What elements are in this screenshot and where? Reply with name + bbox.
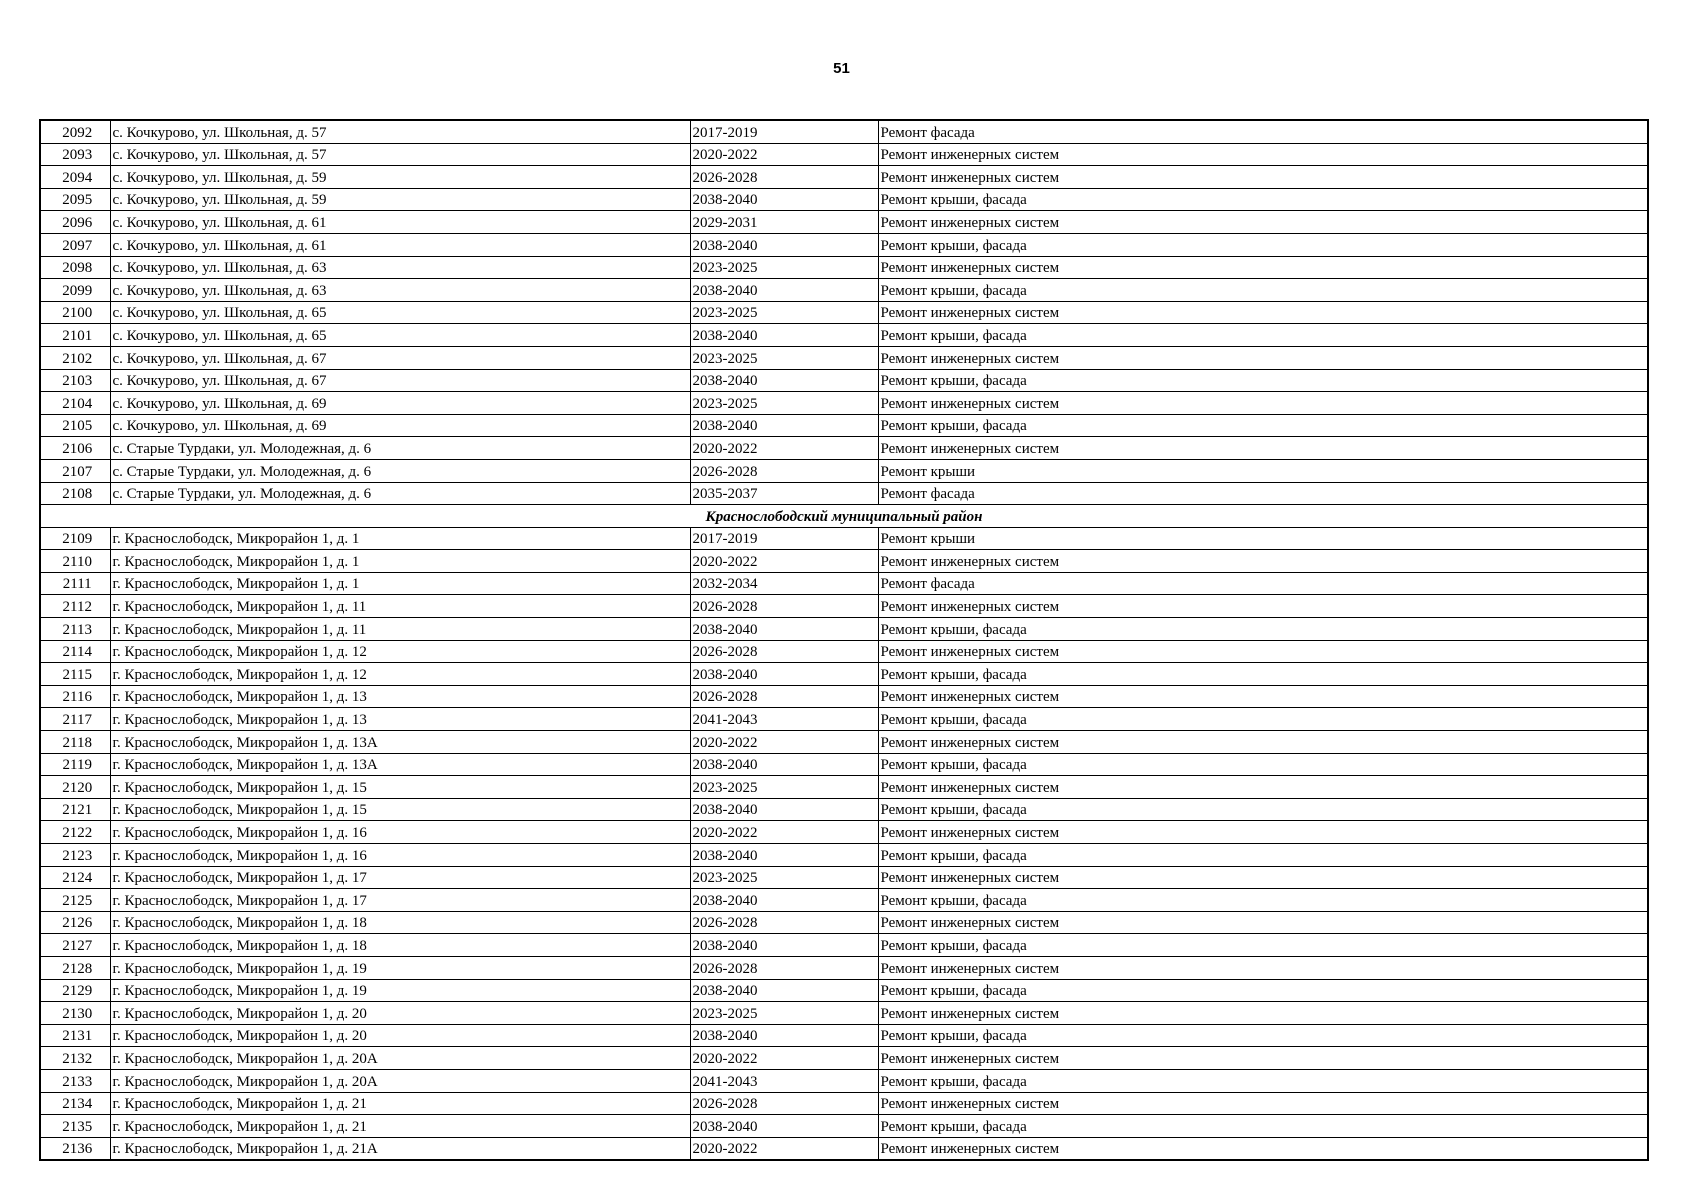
period-cell: 2017-2019 (690, 527, 878, 550)
row-number-cell: 2114 (40, 640, 110, 663)
work-type-cell: Ремонт крыши, фасада (878, 1115, 1648, 1138)
work-type-cell: Ремонт крыши, фасада (878, 618, 1648, 641)
table-row (40, 956, 1648, 979)
row-number-cell: 2136 (40, 1137, 110, 1160)
period-cell: 2020-2022 (690, 550, 878, 573)
row-number-cell: 2110 (40, 550, 110, 573)
work-type-cell: Ремонт крыши, фасада (878, 414, 1648, 437)
row-number-cell: 2121 (40, 798, 110, 821)
period-cell: 2023-2025 (690, 776, 878, 799)
row-number-cell: 2097 (40, 233, 110, 256)
period-cell: 2026-2028 (690, 640, 878, 663)
address-cell: г. Краснослободск, Микрорайон 1, д. 20 (110, 1002, 690, 1025)
work-type-cell: Ремонт крыши, фасада (878, 753, 1648, 776)
period-cell: 2041-2043 (690, 708, 878, 731)
row-number-cell: 2103 (40, 369, 110, 392)
address-cell: г. Краснослободск, Микрорайон 1, д. 13А (110, 753, 690, 776)
table-row (40, 1137, 1648, 1160)
address-cell: с. Кочкурово, ул. Школьная, д. 65 (110, 301, 690, 324)
row-number-cell: 2109 (40, 527, 110, 550)
table-row (40, 844, 1648, 867)
row-number-cell: 2098 (40, 256, 110, 279)
row-number-cell: 2108 (40, 482, 110, 505)
address-cell: г. Краснослободск, Микрорайон 1, д. 12 (110, 640, 690, 663)
row-number-cell: 2120 (40, 776, 110, 799)
period-cell: 2023-2025 (690, 301, 878, 324)
row-number-cell: 2132 (40, 1047, 110, 1070)
address-cell: с. Кочкурово, ул. Школьная, д. 67 (110, 369, 690, 392)
row-number-cell: 2123 (40, 844, 110, 867)
row-number-cell: 2122 (40, 821, 110, 844)
period-cell: 2038-2040 (690, 663, 878, 686)
address-cell: с. Кочкурово, ул. Школьная, д. 69 (110, 414, 690, 437)
row-number-cell: 2117 (40, 708, 110, 731)
table-row (40, 866, 1648, 889)
address-cell: г. Краснослободск, Микрорайон 1, д. 21 (110, 1092, 690, 1115)
work-type-cell: Ремонт инженерных систем (878, 640, 1648, 663)
period-cell: 2038-2040 (690, 618, 878, 641)
table-row (40, 979, 1648, 1002)
table-row (40, 618, 1648, 641)
table-row (40, 1092, 1648, 1115)
work-type-cell: Ремонт инженерных систем (878, 685, 1648, 708)
work-type-cell: Ремонт инженерных систем (878, 550, 1648, 573)
period-cell: 2038-2040 (690, 188, 878, 211)
row-number-cell: 2100 (40, 301, 110, 324)
table-row (40, 1047, 1648, 1070)
table-row (40, 459, 1648, 482)
work-type-cell: Ремонт крыши, фасада (878, 934, 1648, 957)
address-cell: г. Краснослободск, Микрорайон 1, д. 18 (110, 911, 690, 934)
row-number-cell: 2115 (40, 663, 110, 686)
table-row (40, 1002, 1648, 1025)
period-cell: 2035-2037 (690, 482, 878, 505)
address-cell: с. Кочкурово, ул. Школьная, д. 57 (110, 120, 690, 143)
work-type-cell: Ремонт крыши, фасада (878, 279, 1648, 302)
address-cell: с. Кочкурово, ул. Школьная, д. 67 (110, 346, 690, 369)
address-cell: с. Кочкурово, ул. Школьная, д. 63 (110, 256, 690, 279)
work-type-cell: Ремонт инженерных систем (878, 911, 1648, 934)
work-type-cell: Ремонт инженерных систем (878, 166, 1648, 189)
table-row (40, 143, 1648, 166)
work-type-cell: Ремонт инженерных систем (878, 301, 1648, 324)
address-cell: г. Краснослободск, Микрорайон 1, д. 11 (110, 595, 690, 618)
address-cell: г. Краснослободск, Микрорайон 1, д. 16 (110, 821, 690, 844)
work-type-cell: Ремонт инженерных систем (878, 437, 1648, 460)
table-row (40, 663, 1648, 686)
table-row (40, 550, 1648, 573)
work-type-cell: Ремонт инженерных систем (878, 143, 1648, 166)
period-cell: 2029-2031 (690, 211, 878, 234)
address-cell: г. Краснослободск, Микрорайон 1, д. 18 (110, 934, 690, 957)
table-row (40, 527, 1648, 550)
period-cell: 2041-2043 (690, 1069, 878, 1092)
period-cell: 2038-2040 (690, 844, 878, 867)
period-cell: 2038-2040 (690, 934, 878, 957)
period-cell: 2038-2040 (690, 414, 878, 437)
address-cell: г. Краснослободск, Микрорайон 1, д. 20А (110, 1047, 690, 1070)
address-cell: с. Кочкурово, ул. Школьная, д. 59 (110, 166, 690, 189)
work-type-cell: Ремонт инженерных систем (878, 821, 1648, 844)
work-type-cell: Ремонт инженерных систем (878, 1092, 1648, 1115)
period-cell: 2020-2022 (690, 731, 878, 754)
row-number-cell: 2125 (40, 889, 110, 912)
table-row (40, 482, 1648, 505)
work-type-cell: Ремонт инженерных систем (878, 346, 1648, 369)
period-cell: 2026-2028 (690, 166, 878, 189)
row-number-cell: 2128 (40, 956, 110, 979)
address-cell: г. Краснослободск, Микрорайон 1, д. 17 (110, 866, 690, 889)
table-row (40, 437, 1648, 460)
period-cell: 2038-2040 (690, 1024, 878, 1047)
address-cell: с. Старые Турдаки, ул. Молодежная, д. 6 (110, 437, 690, 460)
period-cell: 2038-2040 (690, 889, 878, 912)
table-row (40, 324, 1648, 347)
table-row (40, 731, 1648, 754)
address-cell: с. Кочкурово, ул. Школьная, д. 59 (110, 188, 690, 211)
period-cell: 2020-2022 (690, 1047, 878, 1070)
address-cell: г. Краснослободск, Микрорайон 1, д. 1 (110, 550, 690, 573)
row-number-cell: 2096 (40, 211, 110, 234)
row-number-cell: 2134 (40, 1092, 110, 1115)
work-type-cell: Ремонт инженерных систем (878, 1002, 1648, 1025)
table-row (40, 1069, 1648, 1092)
row-number-cell: 2093 (40, 143, 110, 166)
address-cell: г. Краснослободск, Микрорайон 1, д. 12 (110, 663, 690, 686)
table-body (40, 120, 1648, 1160)
row-number-cell: 2102 (40, 346, 110, 369)
work-type-cell: Ремонт крыши, фасада (878, 324, 1648, 347)
table-row (40, 640, 1648, 663)
address-cell: г. Краснослободск, Микрорайон 1, д. 19 (110, 956, 690, 979)
address-cell: г. Краснослободск, Микрорайон 1, д. 21А (110, 1137, 690, 1160)
period-cell: 2038-2040 (690, 324, 878, 347)
period-cell: 2023-2025 (690, 256, 878, 279)
row-number-cell: 2105 (40, 414, 110, 437)
table-row (40, 166, 1648, 189)
table-row (40, 1024, 1648, 1047)
row-number-cell: 2113 (40, 618, 110, 641)
address-cell: с. Старые Турдаки, ул. Молодежная, д. 6 (110, 482, 690, 505)
row-number-cell: 2099 (40, 279, 110, 302)
address-cell: г. Краснослободск, Микрорайон 1, д. 19 (110, 979, 690, 1002)
row-number-cell: 2133 (40, 1069, 110, 1092)
period-cell: 2017-2019 (690, 120, 878, 143)
table-row (40, 120, 1648, 143)
period-cell: 2038-2040 (690, 1115, 878, 1138)
row-number-cell: 2107 (40, 459, 110, 482)
address-cell: г. Краснослободск, Микрорайон 1, д. 13А (110, 731, 690, 754)
table-row (40, 911, 1648, 934)
period-cell: 2023-2025 (690, 1002, 878, 1025)
work-type-cell: Ремонт инженерных систем (878, 211, 1648, 234)
section-title: Краснослободский муниципальный район (40, 505, 1648, 528)
work-type-cell: Ремонт инженерных систем (878, 776, 1648, 799)
work-type-cell: Ремонт крыши, фасада (878, 979, 1648, 1002)
period-cell: 2038-2040 (690, 798, 878, 821)
work-type-cell: Ремонт инженерных систем (878, 1047, 1648, 1070)
row-number-cell: 2092 (40, 120, 110, 143)
address-cell: с. Кочкурово, ул. Школьная, д. 61 (110, 233, 690, 256)
work-type-cell: Ремонт инженерных систем (878, 392, 1648, 415)
table-row (40, 211, 1648, 234)
row-number-cell: 2130 (40, 1002, 110, 1025)
row-number-cell: 2106 (40, 437, 110, 460)
table-row (40, 708, 1648, 731)
section-header-row (40, 505, 1648, 528)
period-cell: 2020-2022 (690, 1137, 878, 1160)
table-row (40, 934, 1648, 957)
period-cell: 2023-2025 (690, 346, 878, 369)
period-cell: 2026-2028 (690, 459, 878, 482)
address-cell: г. Краснослободск, Микрорайон 1, д. 15 (110, 798, 690, 821)
period-cell: 2026-2028 (690, 685, 878, 708)
address-cell: г. Краснослободск, Микрорайон 1, д. 13 (110, 708, 690, 731)
row-number-cell: 2126 (40, 911, 110, 934)
address-cell: г. Краснослободск, Микрорайон 1, д. 11 (110, 618, 690, 641)
work-type-cell: Ремонт фасада (878, 120, 1648, 143)
period-cell: 2026-2028 (690, 956, 878, 979)
table-row (40, 369, 1648, 392)
row-number-cell: 2129 (40, 979, 110, 1002)
row-number-cell: 2127 (40, 934, 110, 957)
address-cell: с. Кочкурово, ул. Школьная, д. 57 (110, 143, 690, 166)
table-row (40, 279, 1648, 302)
table-row (40, 776, 1648, 799)
period-cell: 2038-2040 (690, 279, 878, 302)
work-type-cell: Ремонт инженерных систем (878, 256, 1648, 279)
row-number-cell: 2116 (40, 685, 110, 708)
work-type-cell: Ремонт фасада (878, 482, 1648, 505)
address-cell: с. Кочкурово, ул. Школьная, д. 61 (110, 211, 690, 234)
table-row (40, 685, 1648, 708)
table-row (40, 595, 1648, 618)
work-type-cell: Ремонт крыши, фасада (878, 1069, 1648, 1092)
work-type-cell: Ремонт крыши, фасада (878, 1024, 1648, 1047)
address-cell: г. Краснослободск, Микрорайон 1, д. 21 (110, 1115, 690, 1138)
address-cell: г. Краснослободск, Микрорайон 1, д. 20 (110, 1024, 690, 1047)
work-type-cell: Ремонт крыши, фасада (878, 233, 1648, 256)
address-cell: г. Краснослободск, Микрорайон 1, д. 20А (110, 1069, 690, 1092)
period-cell: 2020-2022 (690, 143, 878, 166)
address-cell: г. Краснослободск, Микрорайон 1, д. 17 (110, 889, 690, 912)
table-row (40, 392, 1648, 415)
address-cell: с. Старые Турдаки, ул. Молодежная, д. 6 (110, 459, 690, 482)
work-type-cell: Ремонт инженерных систем (878, 956, 1648, 979)
work-type-cell: Ремонт крыши, фасада (878, 663, 1648, 686)
table-row (40, 821, 1648, 844)
work-type-cell: Ремонт инженерных систем (878, 1137, 1648, 1160)
table-row (40, 414, 1648, 437)
row-number-cell: 2119 (40, 753, 110, 776)
work-type-cell: Ремонт крыши, фасада (878, 708, 1648, 731)
work-type-cell: Ремонт крыши, фасада (878, 188, 1648, 211)
work-type-cell: Ремонт инженерных систем (878, 866, 1648, 889)
period-cell: 2038-2040 (690, 369, 878, 392)
work-type-cell: Ремонт крыши, фасада (878, 798, 1648, 821)
address-cell: г. Краснослободск, Микрорайон 1, д. 13 (110, 685, 690, 708)
table-row (40, 301, 1648, 324)
period-cell: 2032-2034 (690, 572, 878, 595)
table-row (40, 346, 1648, 369)
work-type-cell: Ремонт крыши (878, 527, 1648, 550)
row-number-cell: 2101 (40, 324, 110, 347)
work-type-cell: Ремонт инженерных систем (878, 731, 1648, 754)
row-number-cell: 2094 (40, 166, 110, 189)
row-number-cell: 2111 (40, 572, 110, 595)
address-cell: с. Кочкурово, ул. Школьная, д. 69 (110, 392, 690, 415)
address-cell: с. Кочкурово, ул. Школьная, д. 65 (110, 324, 690, 347)
row-number-cell: 2124 (40, 866, 110, 889)
work-type-cell: Ремонт крыши, фасада (878, 844, 1648, 867)
period-cell: 2038-2040 (690, 233, 878, 256)
period-cell: 2038-2040 (690, 753, 878, 776)
period-cell: 2020-2022 (690, 821, 878, 844)
table-row (40, 233, 1648, 256)
address-cell: г. Краснослободск, Микрорайон 1, д. 1 (110, 527, 690, 550)
period-cell: 2038-2040 (690, 979, 878, 1002)
period-cell: 2026-2028 (690, 911, 878, 934)
row-number-cell: 2131 (40, 1024, 110, 1047)
table-row (40, 889, 1648, 912)
period-cell: 2026-2028 (690, 1092, 878, 1115)
table-row (40, 753, 1648, 776)
period-cell: 2026-2028 (690, 595, 878, 618)
period-cell: 2023-2025 (690, 866, 878, 889)
row-number-cell: 2118 (40, 731, 110, 754)
table-row (40, 1115, 1648, 1138)
table-row (40, 798, 1648, 821)
work-type-cell: Ремонт крыши (878, 459, 1648, 482)
address-cell: г. Краснослободск, Микрорайон 1, д. 15 (110, 776, 690, 799)
row-number-cell: 2112 (40, 595, 110, 618)
table-row (40, 256, 1648, 279)
address-cell: с. Кочкурово, ул. Школьная, д. 63 (110, 279, 690, 302)
address-cell: г. Краснослободск, Микрорайон 1, д. 1 (110, 572, 690, 595)
period-cell: 2023-2025 (690, 392, 878, 415)
page-number: 51 (833, 60, 850, 77)
row-number-cell: 2095 (40, 188, 110, 211)
repair-schedule-table (39, 119, 1649, 1161)
work-type-cell: Ремонт крыши, фасада (878, 889, 1648, 912)
work-type-cell: Ремонт крыши, фасада (878, 369, 1648, 392)
period-cell: 2020-2022 (690, 437, 878, 460)
table-row (40, 572, 1648, 595)
row-number-cell: 2104 (40, 392, 110, 415)
work-type-cell: Ремонт фасада (878, 572, 1648, 595)
address-cell: г. Краснослободск, Микрорайон 1, д. 16 (110, 844, 690, 867)
work-type-cell: Ремонт инженерных систем (878, 595, 1648, 618)
row-number-cell: 2135 (40, 1115, 110, 1138)
table-row (40, 188, 1648, 211)
